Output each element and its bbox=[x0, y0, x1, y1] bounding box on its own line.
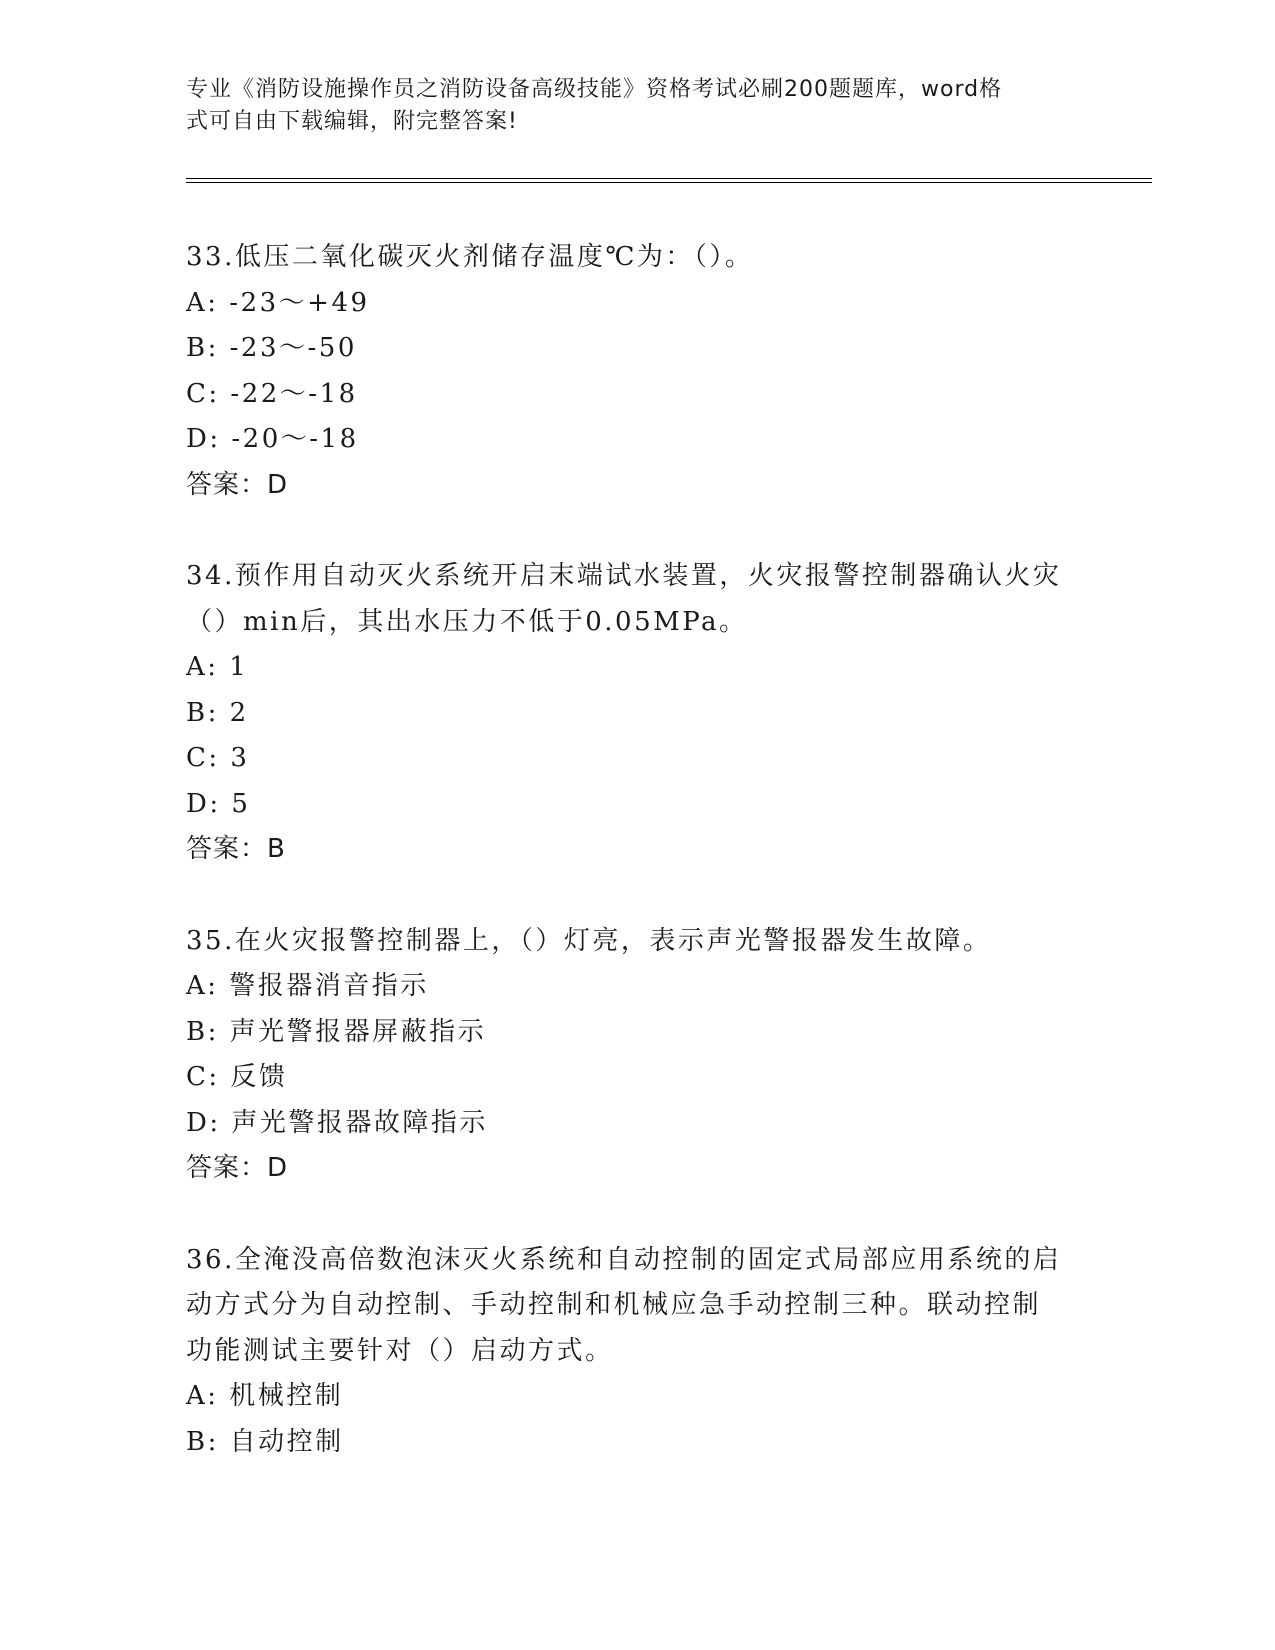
option-c: C: 3 bbox=[186, 743, 250, 773]
option-b: B: 声光警报器屏蔽指示 bbox=[186, 1016, 487, 1047]
option-c: C: 反馈 bbox=[186, 1062, 288, 1092]
document-header bbox=[186, 74, 1066, 138]
answer-label: 答案：D bbox=[186, 1153, 289, 1183]
option-b: B: 自动控制 bbox=[186, 1426, 344, 1457]
question-36 bbox=[186, 1238, 1086, 1466]
header-line-1: 专业《消防设施操作员之消防设备高级技能》资格考试必刷200题题库，word格 bbox=[186, 77, 1003, 102]
question-stem: 35.在火灾报警控制器上，（）灯亮，表示声光警报器发生故障。 bbox=[186, 925, 992, 956]
option-d: D: -20～-18 bbox=[186, 424, 359, 454]
question-stem-continued: 动方式分为自动控制、手动控制和机械应急手动控制三种。联动控制 bbox=[186, 1290, 1042, 1320]
question-stem-continued: 功能测试主要针对（）启动方式。 bbox=[186, 1335, 614, 1366]
question-34 bbox=[186, 554, 1086, 873]
question-35 bbox=[186, 919, 1086, 1192]
answer-label: 答案：D bbox=[186, 469, 289, 500]
option-b: B: 2 bbox=[186, 697, 249, 728]
question-stem: 33.低压二氧化碳灭火剂储存温度℃为：（）。 bbox=[186, 242, 754, 272]
header-divider-bottom bbox=[186, 182, 1152, 183]
header-divider-top bbox=[186, 178, 1152, 179]
option-d: D: 5 bbox=[186, 788, 251, 819]
question-stem: 34.预作用自动灭火系统开启末端试水装置，火灾报警控制器确认火灾 bbox=[186, 561, 1062, 591]
option-d: D: 声光警报器故障指示 bbox=[186, 1107, 488, 1138]
option-a: A: 1 bbox=[186, 652, 249, 682]
option-c: C: -22～-18 bbox=[186, 378, 358, 409]
question-stem: 36.全淹没高倍数泡沫灭火系统和自动控制的固定式局部应用系统的启 bbox=[186, 1244, 1062, 1275]
option-a: A: 机械控制 bbox=[186, 1381, 344, 1411]
option-a: A: 警报器消音指示 bbox=[186, 971, 429, 1001]
answer-label: 答案：B bbox=[186, 834, 286, 864]
header-line-2: 式可自由下载编辑，附完整答案! bbox=[186, 109, 518, 134]
question-33 bbox=[186, 235, 1086, 508]
question-list bbox=[186, 235, 1086, 1465]
option-a: A: -23～+49 bbox=[186, 287, 370, 318]
option-b: B: -23～-50 bbox=[186, 333, 357, 363]
question-stem-continued: （）min后，其出水压力不低于0.05MPa。 bbox=[186, 606, 748, 637]
